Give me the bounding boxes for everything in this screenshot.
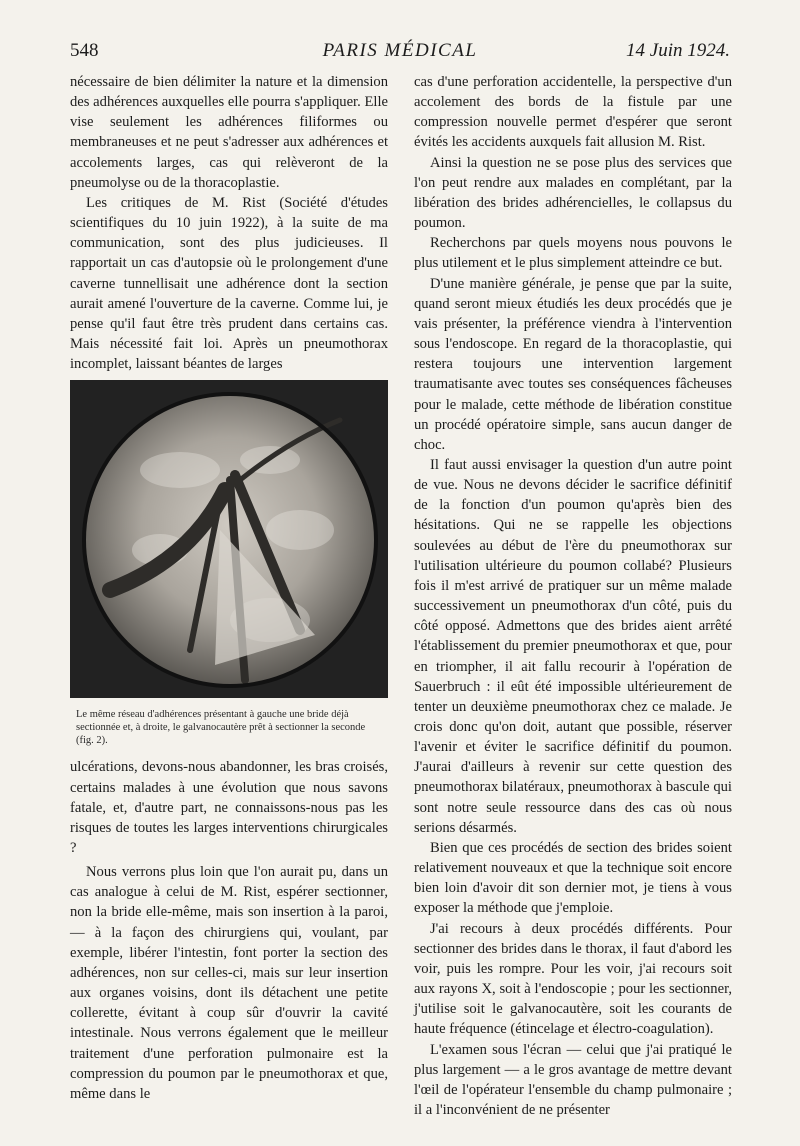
left-column — [70, 72, 388, 1104]
figure-caption: Le même réseau d'adhérences présentant à gauche une bride déjà sectionnée et, à droite, le galvanocautère prêt à sectionner la seconde (fig. 2). — [76, 709, 366, 747]
page-number: 548 — [70, 40, 99, 61]
paragraph: J'ai recours à deux procédés différents. Pour sectionner des brides dans le thorax, il faut d'abord les voir, puis les rompre. Pour les voir, j'ai recours soit aux rayons X, soit à l'endoscopie ; pour les sectionner, j'utilise soit le galvanocautère, soit les courants de haute fréquence (étincelage et électro-coagulation). — [414, 920, 732, 1038]
page-header — [70, 40, 730, 66]
figure-2 — [70, 380, 388, 747]
paragraph: Recherchons par quels moyens nous pouvons le plus utilement et le plus simplement atteindre ce but. — [414, 235, 732, 272]
paragraph: D'une manière générale, je pense que par la suite, quand seront mieux étudiés les deux procédés que je vais présenter, la préférence viendra à l'intervention sous l'endoscope. En regard de la thoracoplastie, qui restera toujours une intervention largement traumatisante avec toutes ses conséquences fâcheuses pour le malade, cette méthode de libération constitue un procédé opératoire simple, sans aucun danger de choc. — [414, 275, 732, 453]
paragraph: Ainsi la question ne se pose plus des services que l'on peut rendre aux malades en complétant, par la libération des brides adhérencielles, le collapsus du poumon. — [414, 154, 732, 232]
endoscope-view-illustration — [70, 380, 388, 698]
issue-date: 14 Juin 1924. — [626, 40, 730, 61]
paragraph: Les critiques de M. Rist (Société d'études scientifiques du 10 juin 1922), à la suite de ma communication, sont des plus judicieuses. Il rapportait un cas d'autopsie où le prolongement d'une caverne tunnellisait une adhérence dont la section aurait amené l'ouverture de la caverne. Comme lui, je pense qu'il faut être très prudent dans certains cas. Mais nécessité fait loi. Après un pneumothorax incomplet, laissant béantes de larges — [70, 194, 388, 373]
journal-title: PARIS MÉDICAL — [322, 40, 478, 61]
endoscopic-photograph — [70, 380, 388, 698]
paragraph: nécessaire de bien délimiter la nature et la dimension des adhérences auxquelles elle pourra s'appliquer. Elle vise seulement les adhérences filiformes ou membraneuses et ne peut s'adresser aux adhérences et accolements larges, cas qui relèveront de la pneumolyse ou de la thoracoplastie. — [70, 74, 388, 191]
paragraph: Nous verrons plus loin que l'on aurait pu, dans un cas analogue à celui de M. Rist, espérer sectionner, non la bride elle-même, mais son insertion à la paroi, — à la façon des chirurgiens qui, voulant, par exemple, libérer l'intestin, font porter la section des adhérences, non sur celles-ci, mais sur leur insertion aux organes voisins, dont ils détachent une petite collerette, évitant à coup sûr d'ouvrir la cavité intestinale. Nous verrons également que le meilleur traitement d'une perforation pulmonaire est la compression du poumon par le pneumothorax et que, même dans le — [70, 864, 388, 1102]
paragraph: Bien que ces procédés de section des brides soient relativement nouveaux et que la technique soit encore bien loin d'avoir dit son dernier mot, je tiens à vous exposer la méthode que j'emploie. — [414, 839, 732, 917]
paragraph: L'examen sous l'écran — celui que j'ai pratiqué le plus largement — a le gros avantage de mettre devant l'œil de l'opérateur l'ensemble du champ pulmonaire ; il a l'inconvénient de ne présenter — [414, 1041, 732, 1118]
paragraph: cas d'une perforation accidentelle, la perspective d'un accolement des bords de la fistule par une compression nouvelle permet d'espérer que seront évités les accidents auxquels fait allusion M. Rist. — [414, 74, 732, 151]
right-column — [414, 72, 732, 1120]
paragraph: Il faut aussi envisager la question d'un autre point de vue. Nous ne devons décider le sacrifice définitif de la fonction d'un poumon qu'après bien des hésitations. Qui ne se rappelle les objections soulevées au début de l'ère du pneumothorax sur l'utilisation ultérieure du poumon collabé? Plusieurs fois il m'est arrivé de pratiquer sur un même malade successivement un pneumothorax d'un côté, puis du côté opposé. Admettons que des brides aient arrêté l'établissement du premier pneumothorax et que, pour en triompher, il ait fallu recourir à l'opération de Sauerbruch : il eût été impossible ultérieurement de tenter un deuxième pneumothorax chez ce malade. Je crois donc qu'on doit, autant que possible, réserver l'avenir et éviter le sacrifice définitif du poumon. J'aurai d'ailleurs à revenir sur cette question des pneumothorax bilatéraux, pneumothorax à bascule qui sont notre seule ressource dans des cas où nous serions désarmés. — [414, 456, 732, 836]
paragraph: ulcérations, devons-nous abandonner, les bras croisés, certains malades à une évolution que nous savons fatale, et, d'autre part, ne connaissons-nous pas les risques de toutes les larges interventions chirurgicales ? — [70, 759, 388, 856]
